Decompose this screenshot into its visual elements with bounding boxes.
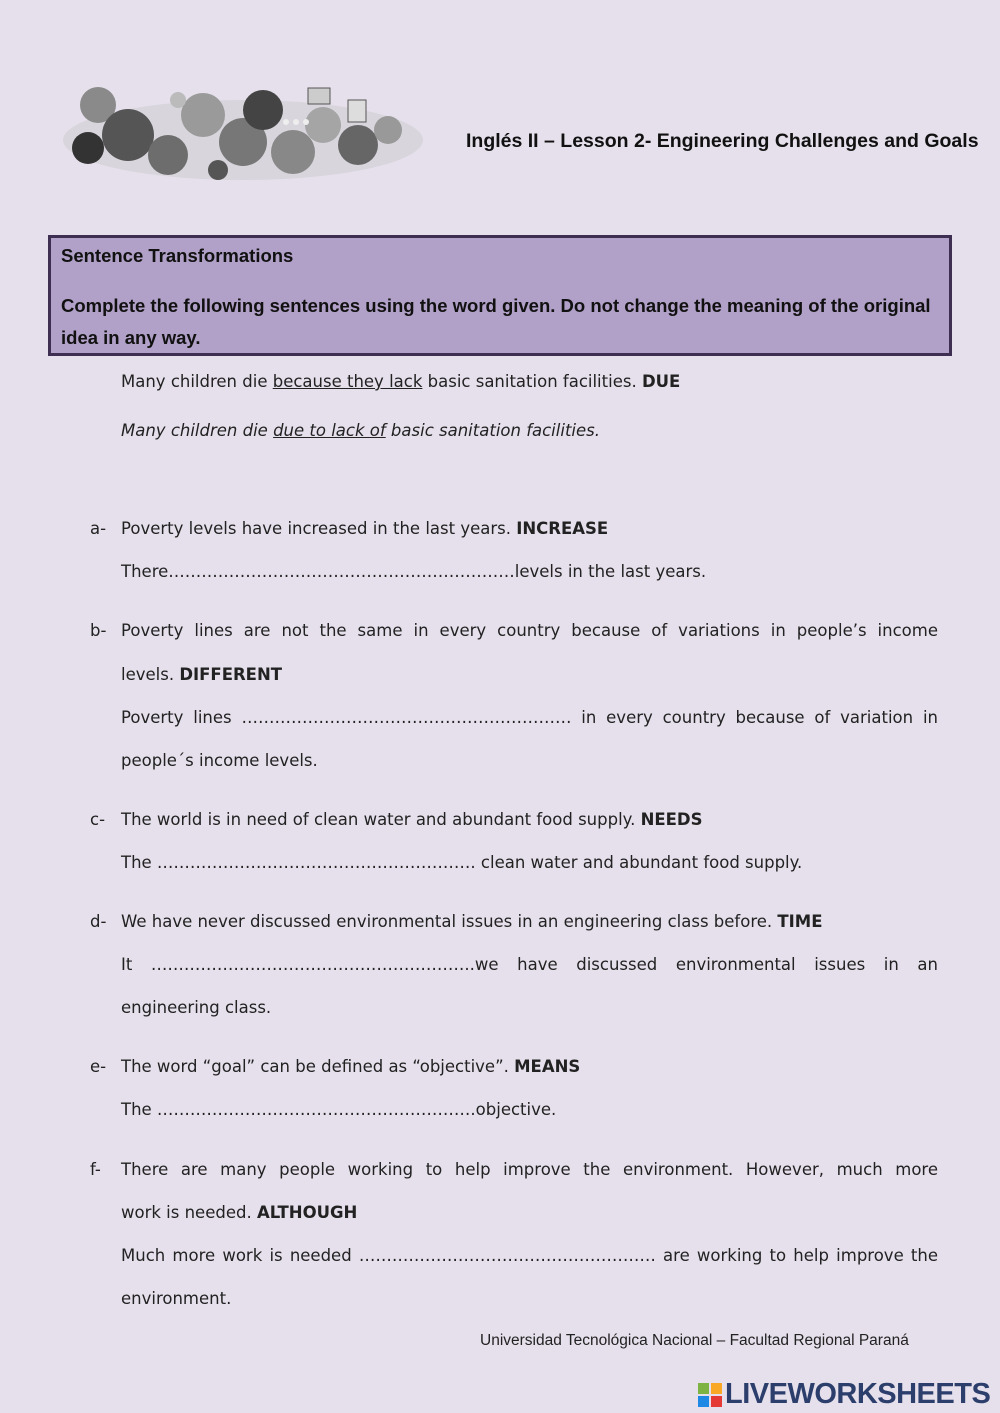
document-title: Inglés II – Lesson 2- Engineering Challenges and Goals — [466, 130, 979, 152]
item-d-answer-line1[interactable]: It …………………………………………………..we have discussed environmental issues in an — [121, 955, 938, 974]
item-e-answer[interactable]: The ………………………………………………….objective. — [121, 1100, 557, 1119]
item-b-answer-line1[interactable]: Poverty lines …………………………………………………… in every country because of variation in — [121, 708, 938, 727]
instructions-text: Complete the following sentences using the word given. Do not change the meaning of the original idea in any way. — [61, 295, 931, 348]
liveworksheets-mark-icon — [698, 1383, 722, 1407]
item-c-label: c- — [90, 810, 106, 829]
item-b-sentence-line1: Poverty lines are not the same in every country because of variations in people’s income — [121, 621, 938, 640]
item-a-answer[interactable]: There………………………………………………………levels in the last years. — [121, 562, 707, 581]
instructions-title: Sentence Transformations — [61, 245, 294, 266]
item-f-sentence-line1: There are many people working to help improve the environment. However, much more — [121, 1160, 938, 1179]
example-sentence: Many children die because they lack basic sanitation facilities. DUE — [121, 372, 681, 391]
instructions-box — [48, 235, 952, 356]
item-c-sentence: The world is in need of clean water and abundant food supply. NEEDS — [121, 810, 703, 829]
item-b-answer-line2: people´s income levels. — [121, 751, 318, 770]
footer-institution: Universidad Tecnológica Nacional – Facultad Regional Paraná — [480, 1332, 909, 1349]
item-e-label: e- — [90, 1057, 107, 1076]
item-b-label: b- — [90, 621, 107, 640]
liveworksheets-wordmark: LIVEWORKSHEETS — [725, 1378, 991, 1410]
item-f-answer-line2: environment. — [121, 1289, 232, 1308]
social-media-bubbles-illustration — [58, 70, 428, 188]
item-c-answer[interactable]: The …………………………………………………. clean water and abundant food supply. — [121, 853, 803, 872]
liveworksheets-logo[interactable] — [698, 1378, 990, 1411]
item-a-sentence: Poverty levels have increased in the last years. INCREASE — [121, 519, 609, 538]
item-e-sentence: The word “goal” can be defined as “objective”. MEANS — [121, 1057, 581, 1076]
example-answer: Many children die due to lack of basic sanitation facilities. — [121, 421, 600, 440]
item-b-sentence-line2: levels. DIFFERENT — [121, 665, 283, 684]
item-d-sentence: We have never discussed environmental issues in an engineering class before. TIME — [121, 912, 823, 931]
item-a-label: a- — [90, 519, 107, 538]
item-d-label: d- — [90, 912, 107, 931]
item-f-answer-line1[interactable]: Much more work is needed ……………………………………………… are working to help improve the — [121, 1246, 938, 1265]
item-d-answer-line2: engineering class. — [121, 998, 272, 1017]
item-f-sentence-line2: work is needed. ALTHOUGH — [121, 1203, 358, 1222]
item-f-label: f- — [90, 1160, 101, 1179]
